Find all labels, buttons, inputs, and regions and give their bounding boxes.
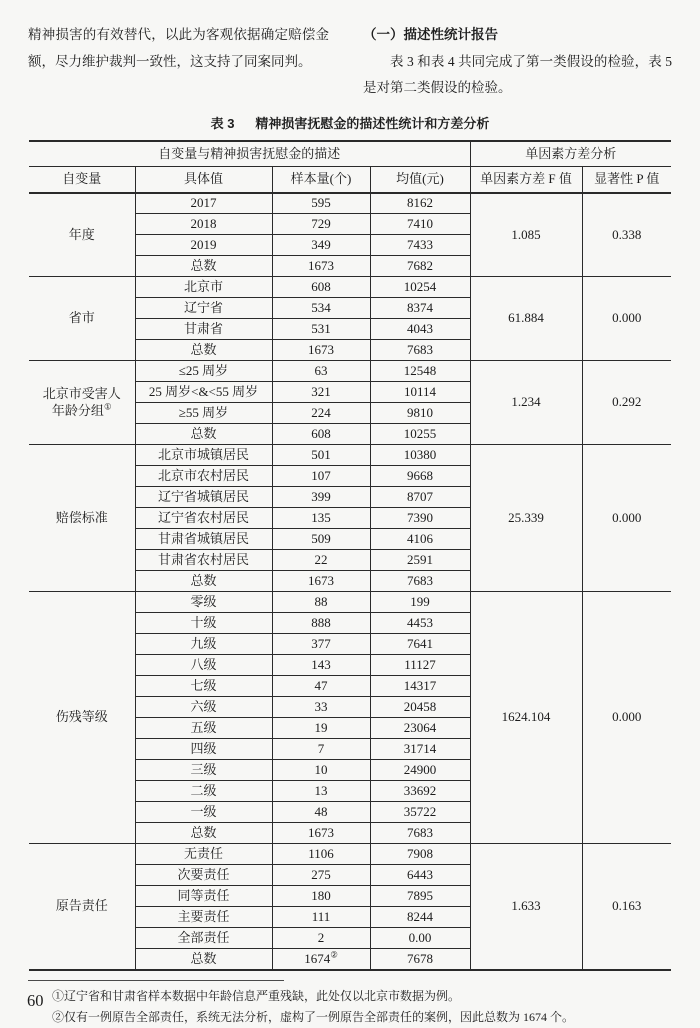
descriptive-stats-table	[29, 140, 671, 971]
specific-value-cell: 总数	[135, 256, 272, 277]
left-column-paragraph: 精神损害的有效替代，以此为客观依据确定赔偿金额，尽力维护裁判一致性，这支持了同案同判。	[28, 27, 330, 69]
specific-value-cell: 北京市	[135, 277, 272, 298]
header-group-row	[29, 141, 671, 167]
specific-value-cell: 辽宁省农村居民	[135, 508, 272, 529]
specific-value-cell: 同等责任	[135, 886, 272, 907]
sample-size-cell: 107	[272, 466, 370, 487]
specific-value-cell: 总数	[135, 571, 272, 592]
sample-size-cell: 531	[272, 319, 370, 340]
footnote-1: ①辽宁省和甘肃省样本数据中年龄信息严重残缺，此处仅以北京市数据为例。	[52, 988, 461, 1003]
specific-value-cell: 一级	[135, 802, 272, 823]
f-value-cell: 25.339	[470, 445, 582, 592]
variable-cell: 年度	[29, 193, 135, 277]
table-caption: 精神损害抚慰金的描述性统计和方差分析	[255, 115, 490, 131]
mean-cell: 7908	[370, 844, 470, 865]
specific-value-cell: 25 周岁<&<55 周岁	[135, 382, 272, 403]
footnotes	[28, 980, 672, 1028]
sample-size-cell: 888	[272, 613, 370, 634]
mean-cell: 7895	[370, 886, 470, 907]
sample-size-cell: 534	[272, 298, 370, 319]
sample-size-cell: 10	[272, 760, 370, 781]
mean-cell: 31714	[370, 739, 470, 760]
mean-cell: 9668	[370, 466, 470, 487]
p-value-cell: 0.000	[582, 277, 671, 361]
f-value-cell: 61.884	[470, 277, 582, 361]
table-number: 表 3	[210, 115, 235, 131]
header-description-group: 自变量与精神损害抚慰金的描述	[29, 141, 470, 167]
sample-size-cell: 377	[272, 634, 370, 655]
sample-size-cell: 275	[272, 865, 370, 886]
body-text-columns	[28, 22, 672, 102]
sample-size-cell: 595	[272, 193, 370, 214]
specific-value-cell: 十级	[135, 613, 272, 634]
sample-size-cell: 180	[272, 886, 370, 907]
sample-size-cell: 608	[272, 424, 370, 445]
mean-cell: 9810	[370, 403, 470, 424]
mean-cell: 23064	[370, 718, 470, 739]
footnote-separator-rule	[28, 980, 284, 981]
specific-value-cell: 全部责任	[135, 928, 272, 949]
table-row	[29, 277, 671, 298]
specific-value-cell: ≥55 周岁	[135, 403, 272, 424]
mean-cell: 20458	[370, 697, 470, 718]
mean-cell: 4043	[370, 319, 470, 340]
p-value-cell: 0.338	[582, 193, 671, 277]
sample-size-cell: 509	[272, 529, 370, 550]
specific-value-cell: 北京市城镇居民	[135, 445, 272, 466]
variable-cell: 北京市受害人 年龄分组①	[29, 361, 135, 445]
col-header-specific-value: 具体值	[135, 167, 272, 193]
specific-value-cell: 总数	[135, 340, 272, 361]
f-value-cell: 1.085	[470, 193, 582, 277]
sample-size-cell: 1673	[272, 823, 370, 844]
variable-cell: 省市	[29, 277, 135, 361]
footnote-2: ②仅有一例原告全部责任，系统无法分析，虚构了一例原告全部责任的案例，因此总数为 1674 个。	[52, 1009, 575, 1024]
right-column	[363, 22, 672, 102]
sample-size-cell: 7	[272, 739, 370, 760]
sample-size-cell: 111	[272, 907, 370, 928]
sample-size-cell: 143	[272, 655, 370, 676]
specific-value-cell: 北京市农村居民	[135, 466, 272, 487]
mean-cell: 7683	[370, 340, 470, 361]
col-header-variable: 自变量	[29, 167, 135, 193]
mean-cell: 8244	[370, 907, 470, 928]
mean-cell: 0.00	[370, 928, 470, 949]
mean-cell: 14317	[370, 676, 470, 697]
p-value-cell: 0.292	[582, 361, 671, 445]
sample-size-cell: 135	[272, 508, 370, 529]
table-row	[29, 361, 671, 382]
page-number: 60	[27, 991, 44, 1010]
mean-cell: 10380	[370, 445, 470, 466]
mean-cell: 4453	[370, 613, 470, 634]
specific-value-cell: 二级	[135, 781, 272, 802]
table-body	[29, 193, 671, 970]
column-header-row	[29, 167, 671, 193]
specific-value-cell: 无责任	[135, 844, 272, 865]
sample-size-cell: 63	[272, 361, 370, 382]
mean-cell: 4106	[370, 529, 470, 550]
table-title	[28, 113, 672, 132]
sample-size-cell: 13	[272, 781, 370, 802]
sample-size-cell: 2	[272, 928, 370, 949]
sample-size-cell: 729	[272, 214, 370, 235]
table-row	[29, 844, 671, 865]
sample-size-cell: 1106	[272, 844, 370, 865]
mean-cell: 7433	[370, 235, 470, 256]
f-value-cell: 1.234	[470, 361, 582, 445]
specific-value-cell: 总数	[135, 823, 272, 844]
sample-size-cell: 47	[272, 676, 370, 697]
specific-value-cell: 五级	[135, 718, 272, 739]
sample-size-cell: 19	[272, 718, 370, 739]
mean-cell: 33692	[370, 781, 470, 802]
mean-cell: 8162	[370, 193, 470, 214]
mean-cell: 24900	[370, 760, 470, 781]
p-value-cell: 0.163	[582, 844, 671, 970]
specific-value-cell: 零级	[135, 592, 272, 613]
sample-size-cell: 321	[272, 382, 370, 403]
sample-size-cell: 88	[272, 592, 370, 613]
mean-cell: 35722	[370, 802, 470, 823]
specific-value-cell: ≤25 周岁	[135, 361, 272, 382]
mean-cell: 2591	[370, 550, 470, 571]
specific-value-cell: 七级	[135, 676, 272, 697]
specific-value-cell: 2019	[135, 235, 272, 256]
mean-cell: 7641	[370, 634, 470, 655]
col-header-sample-size: 样本量(个)	[272, 167, 370, 193]
p-value-cell: 0.000	[582, 445, 671, 592]
mean-cell: 10254	[370, 277, 470, 298]
section-heading: （一）描述性统计报告	[363, 27, 499, 42]
sample-size-cell: 1673	[272, 340, 370, 361]
mean-cell: 7682	[370, 256, 470, 277]
sample-size-cell: 22	[272, 550, 370, 571]
mean-cell: 11127	[370, 655, 470, 676]
mean-cell: 7683	[370, 823, 470, 844]
table-row	[29, 592, 671, 613]
mean-cell: 7683	[370, 571, 470, 592]
col-header-f-value: 单因素方差 F 值	[470, 167, 582, 193]
mean-cell: 12548	[370, 361, 470, 382]
sample-size-cell: 1673	[272, 256, 370, 277]
header-anova-group: 单因素方差分析	[470, 141, 671, 167]
mean-cell: 7390	[370, 508, 470, 529]
col-header-p-value: 显著性 P 值	[582, 167, 671, 193]
table-header	[29, 141, 671, 193]
variable-cell: 原告责任	[29, 844, 135, 970]
col-header-mean: 均值(元)	[370, 167, 470, 193]
right-column-paragraph: 表 3 和表 4 共同完成了第一类假设的检验，表 5 是对第二类假设的检验。	[363, 53, 672, 95]
specific-value-cell: 甘肃省城镇居民	[135, 529, 272, 550]
sample-size-cell: 608	[272, 277, 370, 298]
specific-value-cell: 四级	[135, 739, 272, 760]
f-value-cell: 1.633	[470, 844, 582, 970]
sample-size-cell: 224	[272, 403, 370, 424]
table-row	[29, 193, 671, 214]
specific-value-cell: 三级	[135, 760, 272, 781]
mean-cell: 10255	[370, 424, 470, 445]
specific-value-cell: 次要责任	[135, 865, 272, 886]
specific-value-cell: 主要责任	[135, 907, 272, 928]
p-value-cell: 0.000	[582, 592, 671, 844]
mean-cell: 199	[370, 592, 470, 613]
sample-size-cell: 349	[272, 235, 370, 256]
variable-cell: 伤残等级	[29, 592, 135, 844]
f-value-cell: 1624.104	[470, 592, 582, 844]
specific-value-cell: 总数	[135, 949, 272, 970]
mean-cell: 6443	[370, 865, 470, 886]
table-row	[29, 445, 671, 466]
specific-value-cell: 甘肃省农村居民	[135, 550, 272, 571]
sample-size-cell: 48	[272, 802, 370, 823]
specific-value-cell: 甘肃省	[135, 319, 272, 340]
specific-value-cell: 2017	[135, 193, 272, 214]
mean-cell: 8707	[370, 487, 470, 508]
sample-size-cell: 399	[272, 487, 370, 508]
variable-cell: 赔偿标准	[29, 445, 135, 592]
mean-cell: 8374	[370, 298, 470, 319]
specific-value-cell: 八级	[135, 655, 272, 676]
specific-value-cell: 六级	[135, 697, 272, 718]
mean-cell: 7410	[370, 214, 470, 235]
sample-size-cell: 1674②	[272, 949, 370, 970]
sample-size-cell: 1673	[272, 571, 370, 592]
specific-value-cell: 总数	[135, 424, 272, 445]
specific-value-cell: 辽宁省	[135, 298, 272, 319]
mean-cell: 7678	[370, 949, 470, 970]
mean-cell: 10114	[370, 382, 470, 403]
sample-size-cell: 501	[272, 445, 370, 466]
specific-value-cell: 2018	[135, 214, 272, 235]
specific-value-cell: 辽宁省城镇居民	[135, 487, 272, 508]
specific-value-cell: 九级	[135, 634, 272, 655]
sample-size-cell: 33	[272, 697, 370, 718]
